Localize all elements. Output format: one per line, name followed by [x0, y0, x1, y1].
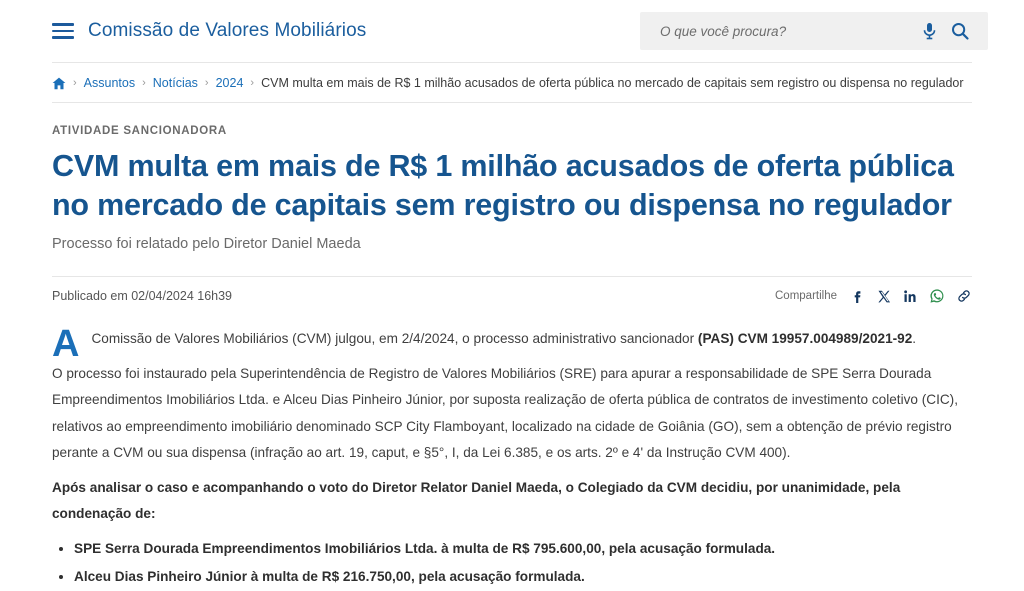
site-brand-title[interactable]: Comissão de Valores Mobiliários — [88, 20, 367, 41]
breadcrumb — [52, 62, 972, 103]
microphone-icon[interactable] — [915, 22, 944, 40]
hamburger-icon[interactable] — [52, 23, 74, 39]
breadcrumb-separator: › — [250, 77, 255, 89]
share-group — [775, 288, 972, 304]
hamburger-bar — [52, 36, 74, 39]
breadcrumb-separator: › — [73, 77, 77, 89]
hamburger-bar — [52, 23, 74, 26]
hamburger-bar — [52, 30, 74, 33]
list-item: • SPE Serra Dourada Empreendimentos Imobiliários Ltda. à multa de R$ 795.600,00, pela acusação formulada. — [74, 536, 972, 563]
article-subtitle: Processo foi relatado pelo Diretor Daniel Maeda — [52, 236, 361, 253]
dropcap-letter: A — [52, 323, 80, 366]
article — [0, 125, 1024, 591]
linkedin-icon[interactable] — [903, 289, 918, 304]
paragraph-1-end: . — [912, 331, 917, 347]
published-date: Publicado em 02/04/2024 16h39 — [52, 289, 233, 304]
search-icon[interactable] — [944, 22, 976, 40]
article-kicker: ATIVIDADE SANCIONADORA — [52, 125, 227, 137]
paragraph-1 — [52, 323, 972, 366]
list-item: • Alceu Dias Pinheiro Júnior à multa de R$ 216.750,00, pela acusação formulada. — [74, 564, 972, 591]
paragraph-3: Após analisar o caso e acompanhando o voto do Diretor Relator Daniel Maeda, o Colegiado da CVM decidiu, por unanimidade, pela condenação de: — [52, 479, 901, 522]
search-box[interactable] — [640, 12, 988, 50]
copy-link-icon[interactable] — [956, 288, 972, 304]
article-meta-bar — [52, 276, 972, 304]
facebook-icon[interactable] — [850, 288, 866, 304]
breadcrumb-item-noticias[interactable]: Notícias — [152, 76, 198, 90]
whatsapp-icon[interactable] — [929, 288, 945, 304]
pas-reference: (PAS) CVM 19957.004989/2021-92 — [697, 331, 913, 347]
breadcrumb-current-page: CVM multa em mais de R$ 1 milhão acusados de oferta pública no mercado de capitais sem registro ou dispensa no regulador — [261, 76, 964, 90]
article-body — [52, 323, 972, 591]
decision-list — [52, 536, 972, 591]
search-input[interactable] — [658, 23, 915, 40]
breadcrumb-item-assuntos[interactable]: Assuntos — [83, 76, 136, 90]
breadcrumb-separator: › — [142, 77, 146, 89]
home-icon[interactable] — [52, 77, 66, 90]
breadcrumb-item-2024[interactable]: 2024 — [215, 76, 244, 90]
share-label: Compartilhe — [775, 290, 837, 303]
x-twitter-icon[interactable] — [877, 289, 892, 304]
paragraph-1-text: Comissão de Valores Mobiliários (CVM) julgou, em 2/4/2024, o processo administrativo sancionador — [91, 331, 698, 347]
site-header — [0, 0, 1024, 62]
paragraph-2: O processo foi instaurado pela Superintendência de Registro de Valores Mobiliários (SRE) para apurar a responsabilidade de SPE Serra Dourada Empreendimentos Imobiliários Ltda. e Alceu Dias Pinheiro Júnior, por suposta realização de oferta pública de contratos de investimento coletivo (CIC), relativos ao empreendimento imobiliário denominado SCP City Flamboyant, localizado na cidade de Goiânia (GO), sem a obtenção de prévio registro perante a CVM ou sua dispensa (infração ao art. 19, caput, e §5°, I, da Lei 6.385, e os arts. 2º e 4' da Instrução CVM 400). — [52, 365, 958, 461]
breadcrumb-separator: › — [204, 77, 209, 89]
page-title: CVM multa em mais de R$ 1 milhão acusados de oferta pública no mercado de capitais sem registro ou dispensa no regulador — [52, 149, 954, 223]
